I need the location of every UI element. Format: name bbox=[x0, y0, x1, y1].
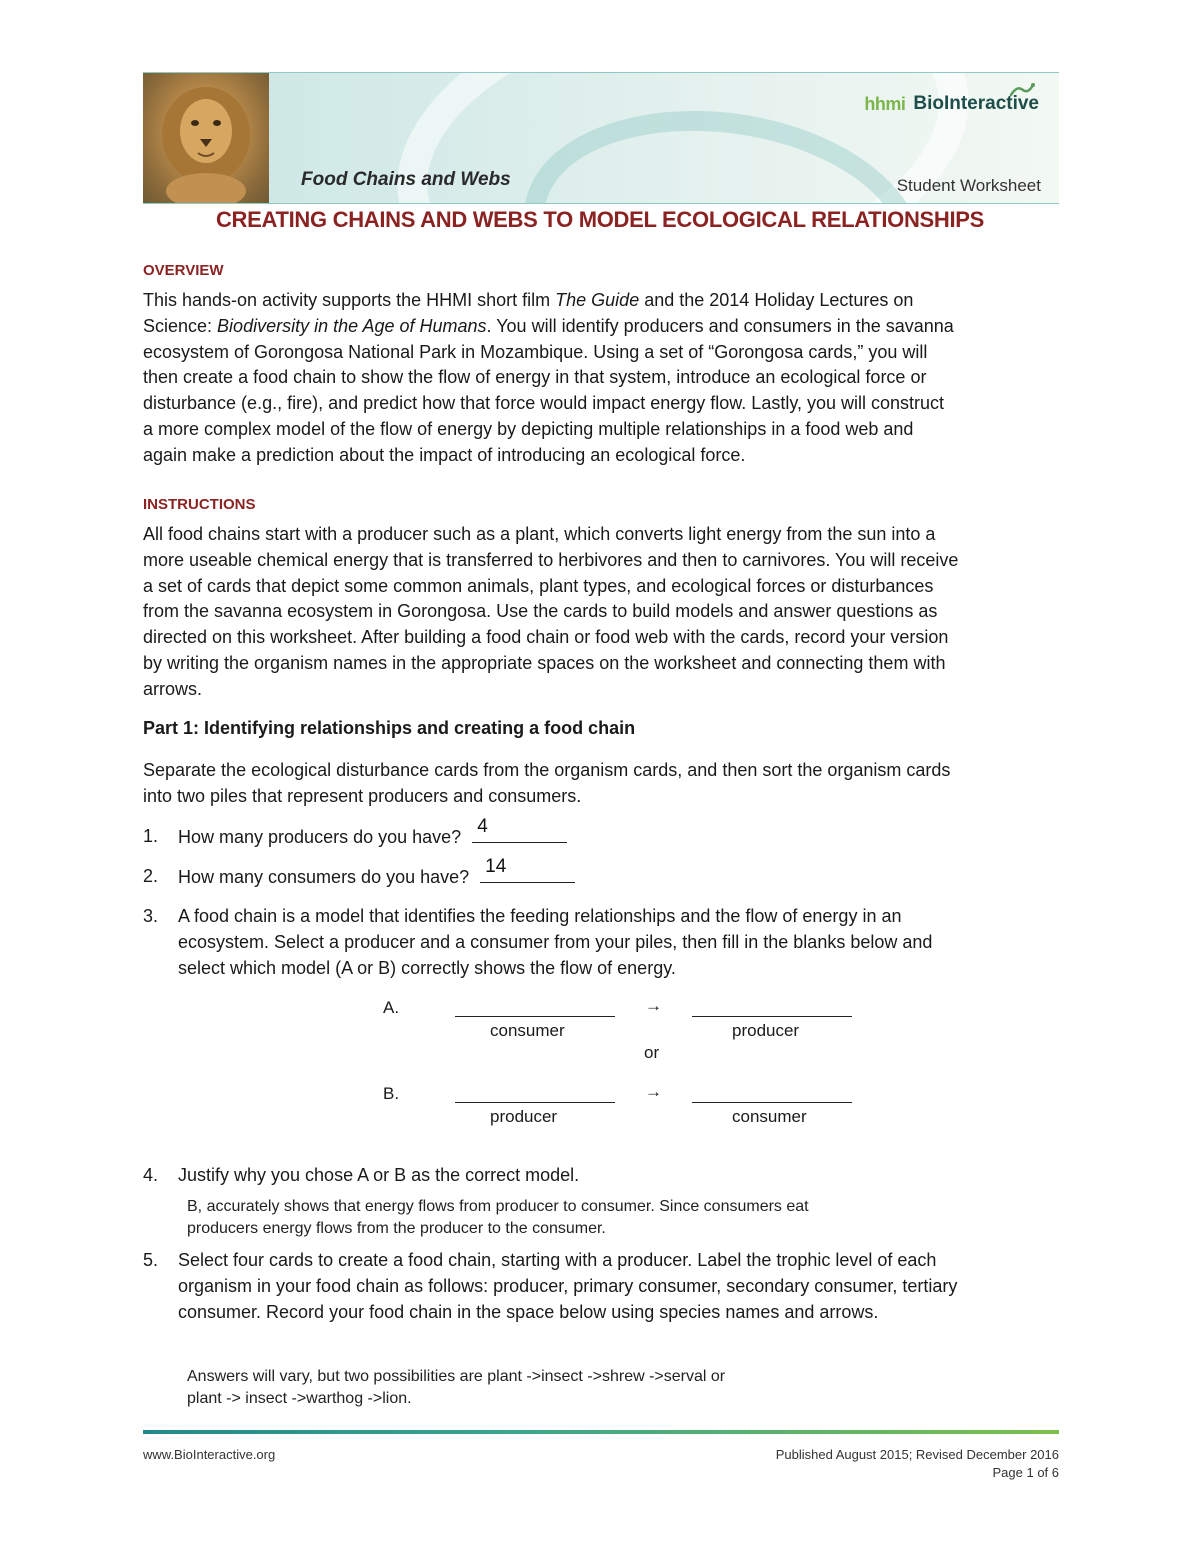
footer-page-number: Page 1 of 6 bbox=[992, 1465, 1059, 1480]
page-title: CREATING CHAINS AND WEBS TO MODEL ECOLOGICAL RELATIONSHIPS bbox=[215, 207, 985, 232]
consumers-count-field[interactable] bbox=[480, 856, 575, 883]
question-5-line: consumer. Record your food chain in the space below using species names and arrows. bbox=[178, 1301, 879, 1322]
model-b-left-blank[interactable] bbox=[455, 1101, 615, 1103]
question-5 bbox=[143, 1248, 1063, 1328]
overview-line: Science: Biodiversity in the Age of Humans. You will identify producers and consumers in the savanna bbox=[143, 315, 954, 336]
question-2-text: How many consumers do you have? bbox=[178, 867, 470, 887]
logo-bio-text: BioInteractive bbox=[913, 93, 1039, 114]
question-text bbox=[178, 904, 1063, 981]
model-a-left-blank[interactable] bbox=[455, 1015, 615, 1017]
part1-intro-line: Separate the ecological disturbance cards from the organism cards, and then sort the organism cards bbox=[143, 760, 951, 780]
answer-line: B, accurately shows that energy flows from producer to consumer. Since consumers eat bbox=[187, 1198, 809, 1215]
question-4-answer[interactable] bbox=[187, 1196, 809, 1240]
logo-hhmi-text: hhmi bbox=[864, 93, 906, 114]
question-text bbox=[178, 1248, 1063, 1325]
instructions-line: All food chains start with a producer such as a plant, which converts light energy from the sun into a bbox=[143, 524, 936, 544]
model-a-right-blank[interactable] bbox=[692, 1015, 852, 1017]
question-5-line: organism in your food chain as follows: producer, primary consumer, secondary consumer, tertiary bbox=[178, 1275, 958, 1296]
model-a-left-caption: consumer bbox=[490, 1021, 565, 1040]
question-number: 1. bbox=[143, 826, 159, 846]
part1-heading: Part 1: Identifying relationships and creating a food chain bbox=[143, 718, 636, 738]
instructions-line: arrows. bbox=[143, 678, 203, 699]
question-1 bbox=[143, 816, 1063, 850]
question-number: 5. bbox=[143, 1250, 159, 1270]
producers-count-answer: 4 bbox=[477, 816, 488, 838]
model-b-right-caption: consumer bbox=[732, 1107, 807, 1126]
overview-paragraph bbox=[143, 288, 1063, 469]
question-3-line: A food chain is a model that identifies the feeding relationships and the flow of energy in an bbox=[178, 906, 902, 926]
part1-intro-line: into two piles that represent producers and consumers. bbox=[143, 785, 582, 806]
gecko-icon bbox=[1009, 81, 1035, 99]
overview-line: again make a prediction about the impact of introducing an ecological force. bbox=[143, 444, 746, 465]
answer-line: plant -> insect ->warthog ->lion. bbox=[187, 1390, 412, 1407]
question-number: 2. bbox=[143, 866, 159, 886]
instructions-line: from the savanna ecosystem in Gorongosa. Use the cards to build models and answer questions as bbox=[143, 601, 938, 622]
question-3-line: ecosystem. Select a producer and a consumer from your piles, then fill in the blanks below and bbox=[178, 931, 933, 952]
question-3 bbox=[143, 904, 1063, 984]
overview-line: This hands-on activity supports the HHMI short film The Guide and the 2014 Holiday Lectures on bbox=[143, 290, 914, 310]
instructions-heading: INSTRUCTIONS bbox=[143, 496, 256, 513]
overview-line: a more complex model of the flow of energy by depicting multiple relationships in a food web and bbox=[143, 418, 914, 439]
arrow-right-icon: → bbox=[645, 996, 662, 1015]
answer-line: Answers will vary, but two possibilities are plant ->insect ->shrew ->serval or bbox=[187, 1368, 726, 1385]
model-b-right-blank[interactable] bbox=[692, 1101, 852, 1103]
question-3-line: select which model (A or B) correctly shows the flow of energy. bbox=[178, 957, 676, 978]
overview-line: ecosystem of Gorongosa National Park in Mozambique. Using a set of “Gorongosa cards,” you will bbox=[143, 341, 928, 362]
producers-count-field[interactable] bbox=[472, 816, 567, 843]
part1-intro bbox=[143, 758, 1063, 810]
consumers-count-answer: 14 bbox=[485, 856, 507, 878]
doc-type-label: Student Worksheet bbox=[896, 176, 1041, 195]
question-5-answer[interactable] bbox=[187, 1366, 725, 1410]
lion-photo bbox=[143, 73, 269, 203]
question-1-text: How many producers do you have? bbox=[178, 827, 462, 847]
model-a-right-caption: producer bbox=[732, 1021, 800, 1040]
arrow-right-icon: → bbox=[645, 1082, 662, 1101]
question-number: 4. bbox=[143, 1165, 159, 1185]
question-text bbox=[178, 816, 1063, 851]
series-title: Food Chains and Webs bbox=[301, 169, 511, 190]
question-5-line: Select four cards to create a food chain, starting with a producer. Label the trophic level of each bbox=[178, 1250, 937, 1270]
model-b-label: B. bbox=[383, 1084, 400, 1103]
overview-line: then create a food chain to show the flow of energy in that system, introduce an ecological force or bbox=[143, 367, 927, 388]
question-number: 3. bbox=[143, 906, 159, 926]
answer-line: producers energy flows from the producer to the consumer. bbox=[187, 1220, 606, 1237]
hhmi-biointeractive-logo bbox=[864, 89, 1039, 119]
question-4 bbox=[143, 1163, 1063, 1189]
question-2 bbox=[143, 856, 1063, 890]
or-label: or bbox=[644, 1043, 660, 1062]
instructions-line: more useable chemical energy that is transferred to herbivores and then to carnivores. You will receive bbox=[143, 549, 959, 570]
instructions-line: by writing the organism names in the appropriate spaces on the worksheet and connecting them with bbox=[143, 652, 946, 673]
question-4-text: Justify why you chose A or B as the correct model. bbox=[178, 1165, 580, 1185]
footer-divider bbox=[143, 1430, 1059, 1434]
instructions-paragraph bbox=[143, 522, 1063, 703]
overview-line: disturbance (e.g., fire), and predict how that force would impact energy flow. Lastly, you will construct bbox=[143, 393, 945, 414]
footer-published-date: Published August 2015; Revised December 2016 bbox=[775, 1447, 1059, 1462]
header-banner bbox=[143, 72, 1059, 204]
lion-icon bbox=[143, 73, 269, 203]
footer-website-link[interactable]: www.BioInteractive.org bbox=[143, 1447, 276, 1462]
instructions-line: directed on this worksheet. After building a food chain or food web with the cards, record your version bbox=[143, 627, 949, 648]
instructions-line: a set of cards that depict some common animals, plant types, and ecological forces or disturbances bbox=[143, 575, 934, 596]
question-text bbox=[178, 856, 1063, 891]
overview-heading: OVERVIEW bbox=[143, 262, 224, 279]
model-b-left-caption: producer bbox=[490, 1107, 558, 1126]
model-a-label: A. bbox=[383, 998, 400, 1017]
